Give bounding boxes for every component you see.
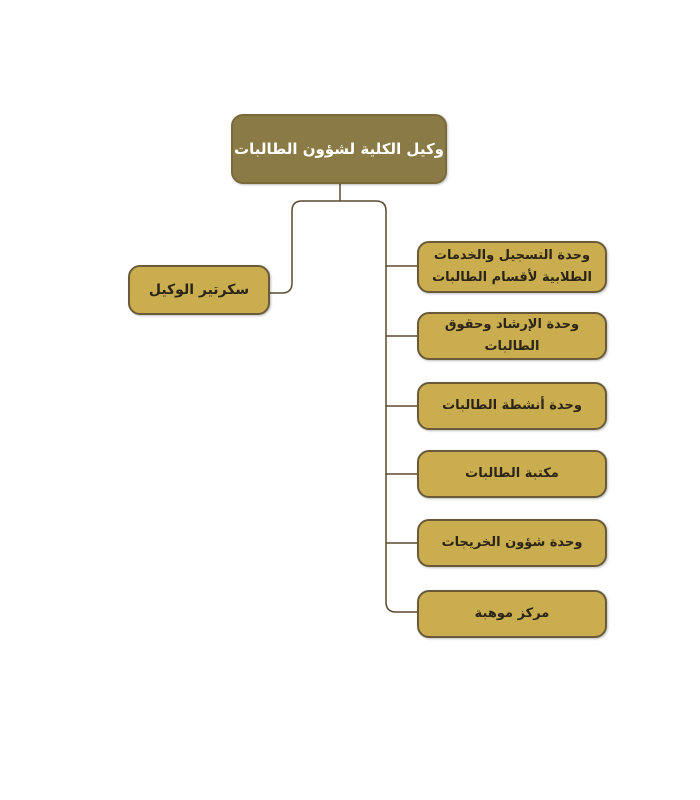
unit-node-label-line1: وحدة التسجيل والخدمات [433, 248, 591, 263]
unit-node-label: وحدة شؤون الخريجات [441, 535, 583, 550]
secretary-node [128, 265, 270, 315]
unit-node-label: وحدة أنشطة الطالبات [442, 398, 582, 413]
unit-node-label-line2: الطلابية لأقسام الطالبات [432, 270, 592, 285]
unit-node-label: مكتبة الطالبات [465, 466, 559, 481]
connector-to-secretary [270, 201, 340, 293]
unit-node-guidance [417, 312, 607, 360]
unit-node-registration [417, 241, 607, 293]
unit-node-mawhiba [417, 590, 607, 638]
secretary-node-label: سكرتير الوكيل [148, 282, 250, 298]
unit-node-activities [417, 382, 607, 430]
unit-node-label: مركز موهبة [474, 606, 550, 621]
root-node-vice-dean [231, 114, 447, 184]
unit-node-library [417, 450, 607, 498]
root-node-label: وكيل الكلية لشؤون الطالبات [234, 140, 444, 158]
unit-node-graduates [417, 519, 607, 567]
unit-node-label: وحدة الإرشاد وحقوق الطالبات [444, 317, 580, 354]
